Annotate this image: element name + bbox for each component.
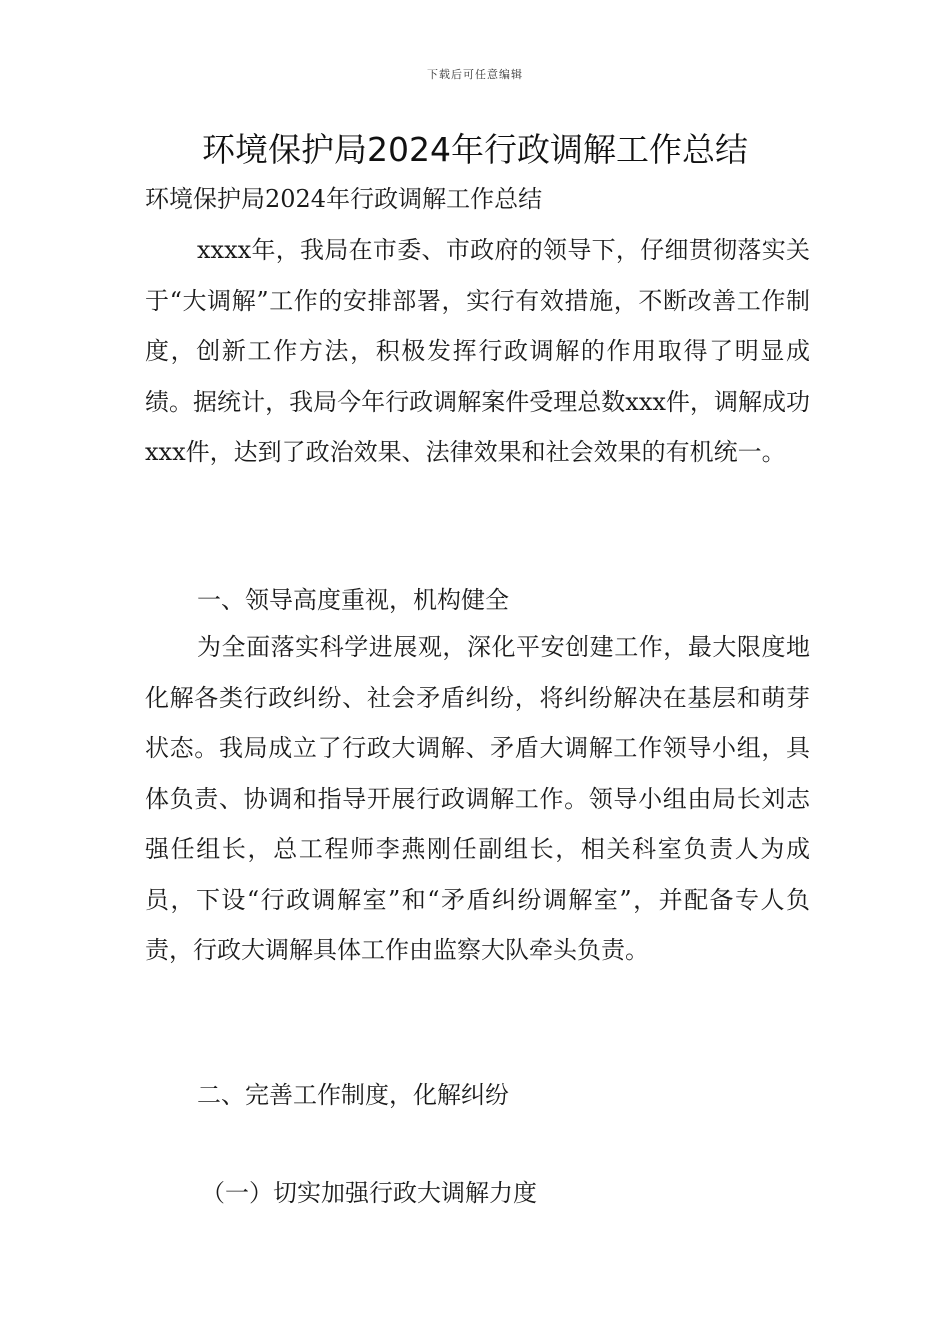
intro-paragraph: xxxx年，我局在市委、市政府的领导下，仔细贯彻落实关于“大调解”工作的安排部署，实行有效措施，不断改善工作制度，创新工作方法，积极发挥行政调解的作用取得了明显成绩。据统计，我局今年行政调解案件受理总数xxx件，调解成功xxx件，达到了政治效果、法律效果和社会效果的有机统一。	[145, 236, 810, 466]
section-2-subheading-1: （一）切实加强行政大调解力度	[201, 1179, 537, 1207]
document-subtitle: 环境保护局2024年行政调解工作总结	[145, 185, 543, 213]
section-1-paragraph: 为全面落实科学进展观，深化平安创建工作，最大限度地化解各类行政纠纷、社会矛盾纠纷，将纠纷解决在基层和萌芽状态。我局成立了行政大调解、矛盾大调解工作领导小组，具体负责、协调和指导开展行政调解工作。领导小组由局长刘志强任组长，总工程师李燕刚任副组长，相关科室负责人为成员，下设“行政调解室”和“矛盾纠纷调解室”，并配备专人负责，行政大调解具体工作由监察大队牵头负责。	[145, 633, 810, 964]
header-note: 下载后可任意编辑	[427, 68, 523, 81]
section-1-heading: 一、领导高度重视，机构健全	[197, 586, 509, 614]
document-title: 环境保护局2024年行政调解工作总结	[202, 130, 748, 169]
section-2-heading: 二、完善工作制度，化解纠纷	[197, 1081, 509, 1109]
